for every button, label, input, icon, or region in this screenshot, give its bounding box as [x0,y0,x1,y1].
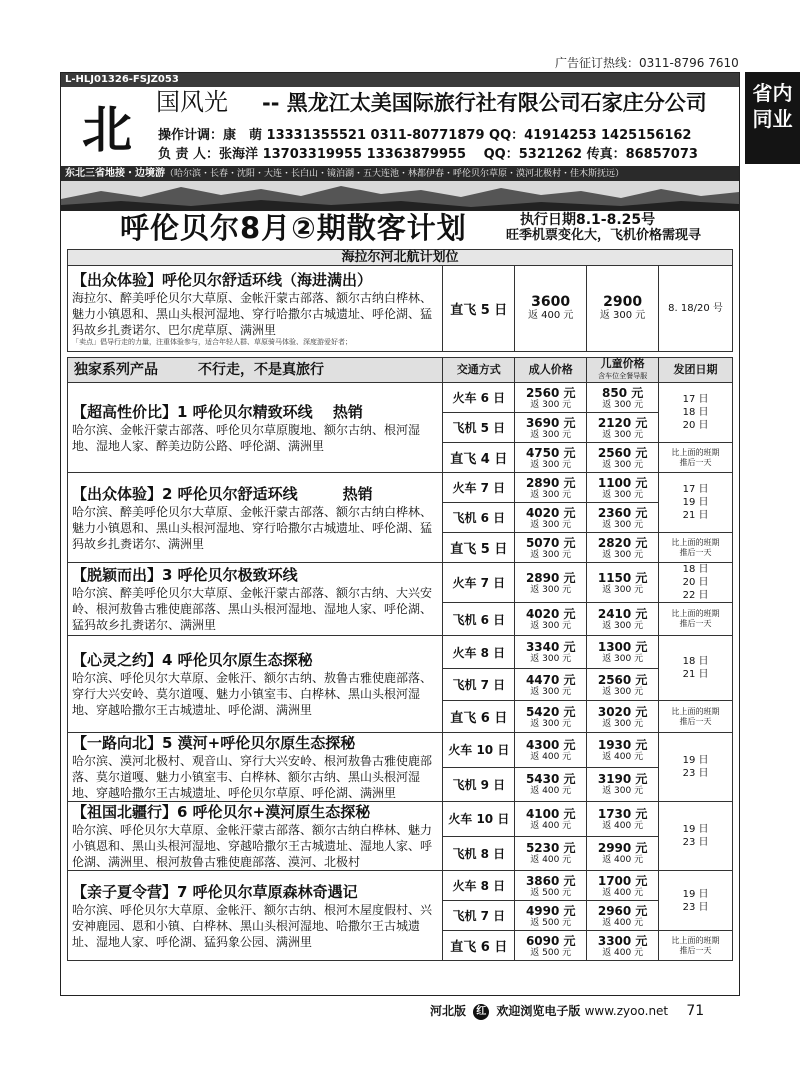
price-value: 3340 元 [525,640,576,654]
product-title: 【亲子夏令营】7 呼伦贝尔草原森林奇遇记 [72,882,358,901]
price-rebate: 返 300 元 [530,621,572,631]
mountain-landscape-image [61,181,739,211]
price-rebate: 返 300 元 [602,718,644,729]
price-value: 5070 元 [525,535,576,550]
transport-cell: 飞机 6 日 [443,603,515,636]
price-rebate: 返 300 元 [602,584,644,595]
transport-cell: 飞机 9 日 [443,767,515,802]
footer-badge: 红 [473,1004,489,1020]
product-desc: 哈尔滨、呼伦贝尔大草原、金帐汗蒙古部落、额尔古纳白桦林、魅力小镇恩和、黑山头根河湿地、穿越哈撒尔王古城遗址、湿地人家、呼伦湖、满洲里、根河敖鲁古雅使鹿部落、漠河、北极村 [72,823,433,869]
price-value: 3690 元 [525,415,576,430]
price-rebate: 返 300 元 [530,459,572,470]
price-value: 5230 元 [525,841,576,856]
child-price-cell [587,503,659,533]
destination-banner [61,166,739,181]
price-value: 4020 元 [525,607,576,621]
adult-price-cell [515,533,587,563]
banner-label: 东北三省地接・边境游 [65,168,165,179]
page-number: 71 [686,1003,705,1019]
child-price-cell [587,473,659,503]
product-info-cell [68,473,443,563]
price-rebate: 返 500 元 [530,887,572,898]
price-rebate: 返 300 元 [602,519,644,530]
product-title: 【一路向北】5 漠河+呼伦贝尔原生态探秘 [72,734,356,752]
adult-price-cell [515,503,587,533]
charter-adult-price [515,266,587,352]
child-price-cell [587,871,659,901]
charter-product-cell [68,266,443,352]
child-price-cell [587,533,659,563]
header-series-title: 独家系列产品 [74,362,158,378]
price-value: 3190 元 [597,772,648,787]
departure-dates: 19 日 23 日 [659,802,733,871]
child-price-cell [587,443,659,473]
charter-table [67,249,733,352]
product-title: 【出众体验】2 呼伦贝尔舒适环线 热销 [72,484,373,503]
departure-dates: 18 日 20 日 22 日 [659,563,733,603]
company-name: -- 黑龙江太美国际旅行社有限公司石家庄分公司 [262,91,707,115]
price-value: 2560 元 [525,385,576,400]
price-value: 1700 元 [597,873,648,888]
charter-dates: 8. 18/20 号 [659,266,733,352]
child-price-cell [587,383,659,413]
product-table [67,357,733,961]
adult-price-cell [515,563,587,603]
price-value: 3300 元 [597,933,648,948]
price-rebate: 返 300 元 [530,718,572,729]
col-child-price [587,358,659,383]
price-value: 4470 元 [525,672,576,687]
charter-transport: 直飞 5 日 [443,266,515,352]
price-value: 1930 元 [597,737,648,752]
product-table-header [68,358,443,383]
price-value: 5420 元 [525,704,576,719]
price-value: 1150 元 [597,570,648,585]
price-value: 1100 元 [597,475,648,490]
product-info-cell [68,802,443,871]
ad-hotline: 广告征订热线：0311-8796 7610 [555,56,739,70]
product-row [68,802,733,837]
product-desc: 哈尔滨、醉美呼伦贝尔大草原、金帐汗蒙古部落、额尔古纳白桦林、魅力小镇恩和、黑山头根河湿地、穿行哈撒尔古城遗址、呼伦湖、猛犸故乡扎赉诺尔、满洲里 [72,504,433,551]
adult-price-cell [515,383,587,413]
child-price-cell [587,563,659,603]
adult-price-cell [515,767,587,802]
product-info-cell [68,563,443,636]
price-rebate: 返 500 元 [530,947,572,958]
price-value: 2560 元 [597,672,648,687]
price-value: 4750 元 [525,445,576,460]
price-rebate: 返 300 元 [530,584,572,595]
price-rebate: 返 400 元 [530,820,572,831]
adult-price-cell [515,636,587,669]
col-transport: 交通方式 [443,358,515,383]
price-rebate: 返 400 元 [530,855,572,866]
product-title: 【脱颖而出】3 呼伦贝尔极致环线 [72,566,298,584]
product-info-cell [68,636,443,733]
product-info-cell [68,733,443,802]
adult-price-cell [515,443,587,473]
contact-operator: 操作计调：康 萌 13331355521 0311-80771879 QQ：41914253 1425156162 [158,128,692,143]
price-rebate: 返 400 元 [602,751,644,762]
price-value: 2560 元 [597,445,648,460]
execution-date: 执行日期8.1-8.25号 [520,212,656,228]
side-tab-category [745,72,800,164]
price-rebate: 返 300 元 [602,549,644,560]
side-tab-line2: 同业 [752,107,793,131]
price-value: 2890 元 [525,570,576,585]
col-departure-date: 发团日期 [659,358,733,383]
price-value: 2410 元 [597,607,648,621]
transport-cell: 飞机 6 日 [443,503,515,533]
price-rebate: 返 300 元 [530,686,572,697]
charter-child-price [587,266,659,352]
transport-cell: 火车 10 日 [443,802,515,837]
departure-dates: 19 日 23 日 [659,871,733,931]
product-desc: 哈尔滨、漠河北极村、观音山、穿行大兴安岭、根河敖鲁古雅使鹿部落、莫尔道嘎、魅力小镇室韦、白桦林、额尔古纳、黑山头根河湿地、穿越哈撒尔王古城遗址、呼伦贝尔草原、呼伦湖、满洲里 [72,754,433,800]
child-price-cell [587,836,659,871]
price-rebate: 返 300 元 [602,686,644,697]
price-rebate: 返 300 元 [602,621,644,631]
transport-cell: 直飞 6 日 [443,931,515,961]
transport-cell: 直飞 6 日 [443,701,515,733]
product-desc: 哈尔滨、呼伦贝尔大草原、金帐汗、额尔古纳、根河木屋度假村、兴安神鹿园、恩和小镇、白桦林、黑山头根河湿地、哈撒尔王古城遗址、湿地人家、呼伦湖、猛犸象公园、满洲里 [72,902,433,949]
price-value: 850 元 [602,385,644,400]
later-departure-note: 比上面的班期 推后一天 [659,533,733,563]
child-price-cell [587,802,659,837]
product-desc: 哈尔滨、金帐汗蒙古部落、呼伦贝尔草原腹地、额尔古纳、根河湿地、湿地人家、醉美边防公路、呼伦湖、满洲里 [72,422,421,453]
child-price-cell [587,413,659,443]
adult-price-cell [515,802,587,837]
price-rebate: 返 300 元 [530,489,572,500]
price-rebate: 返 300 元 [602,489,644,500]
product-row [68,871,733,901]
later-departure-note: 比上面的班期 推后一天 [659,931,733,961]
transport-cell: 直飞 4 日 [443,443,515,473]
later-departure-note: 比上面的班期 推后一天 [659,701,733,733]
departure-dates: 17 日 18 日 20 日 [659,383,733,443]
adult-price-cell [515,931,587,961]
transport-cell: 火车 7 日 [443,563,515,603]
product-desc: 哈尔滨、呼伦贝尔大草原、金帐汗、额尔古纳、敖鲁古雅使鹿部落、穿行大兴安岭、莫尔道嘎、魅力小镇室韦、白桦林、黑山头根河湿地、穿越哈撒尔王古城遗址、呼伦湖、满洲里 [72,671,433,717]
price-rebate: 返 300 元 [602,786,644,797]
price-value: 2360 元 [597,505,648,520]
product-info-cell [68,383,443,473]
transport-cell: 飞机 8 日 [443,836,515,871]
product-row [68,383,733,413]
product-title: 【祖国北疆行】6 呼伦贝尔+漠河原生态探秘 [72,803,371,821]
adult-price-cell [515,413,587,443]
header-slogan: 不行走，不是真旅行 [198,362,324,378]
departure-dates: 18 日 21 日 [659,636,733,701]
child-price-cell [587,603,659,636]
price-rebate: 返 300 元 [530,429,572,440]
charter-product-desc: 海拉尔、醉美呼伦贝尔大草原、金帐汗蒙古部落、额尔古纳白桦林、魅力小镇恩和、黑山头根河湿地、穿行哈撒尔古城遗址、呼伦湖、猛犸故乡扎赉诺尔、巴尔虎草原、满洲里 [72,291,433,337]
adult-price-cell [515,669,587,701]
child-price-cell [587,669,659,701]
adult-price-cell [515,701,587,733]
footer-welcome: 欢迎浏览电子版 [496,1004,581,1018]
logo-text: 国风光 [156,88,228,116]
child-price-cell [587,931,659,961]
product-info-cell [68,871,443,961]
price-rebate: 返 300 元 [602,459,644,470]
adult-price-cell [515,871,587,901]
price-rebate: 返 300 元 [530,399,572,410]
later-departure-note: 比上面的班期 推后一天 [659,603,733,636]
price-rebate: 返 300 元 [602,654,644,664]
price-value: 4300 元 [525,737,576,752]
child-price-cell [587,767,659,802]
price-rebate: 返 300 元 [530,654,572,664]
transport-cell: 直飞 5 日 [443,533,515,563]
adult-price-cell [515,733,587,768]
price-value: 4100 元 [525,806,576,821]
price-rebate: 返 300 元 [602,429,644,440]
price-value: 2120 元 [597,415,648,430]
ad-code: L-HLJ01326-FSJZ053 [61,73,739,87]
departure-dates: 17 日 19 日 21 日 [659,473,733,533]
charter-child-value: 2900 [603,294,643,310]
execution-note: 旺季机票变化大，飞机价格需现寻 [506,228,702,243]
charter-adult-value: 3600 [531,294,571,310]
price-value: 3860 元 [525,873,576,888]
product-title: 【超高性价比】1 呼伦贝尔精致环线 热销 [72,402,363,421]
page-title: 呼伦贝尔8月②期散客计划 [120,211,467,245]
price-rebate: 返 400 元 [602,917,644,928]
transport-cell: 火车 6 日 [443,383,515,413]
product-row [68,473,733,503]
banner-destinations: （哈尔滨・长春・沈阳・大连・长白山・镜泊湖・五大连池・林都伊春・呼伦贝尔草原・漠河北极村・佳木斯抚远） [165,169,625,179]
price-value: 4020 元 [525,505,576,520]
charter-child-rebate: 返 300 元 [599,310,646,321]
child-price-cell [587,636,659,669]
price-rebate: 返 400 元 [602,820,644,831]
transport-cell: 火车 8 日 [443,871,515,901]
price-value: 5430 元 [525,772,576,787]
adult-price-cell [515,473,587,503]
contact-manager: 负 责 人：张海洋 13703319955 13363879955 QQ：5321262 传真：86857073 [158,147,698,162]
price-rebate: 返 400 元 [530,751,572,762]
adult-price-cell [515,901,587,931]
price-rebate: 返 300 元 [530,519,572,530]
price-value: 6090 元 [525,933,576,948]
product-title: 【心灵之约】4 呼伦贝尔原生态探秘 [72,651,313,669]
price-rebate: 返 400 元 [602,887,644,898]
price-value: 1300 元 [597,640,648,654]
footer-url[interactable]: www.zyoo.net [584,1004,669,1018]
departure-dates: 19 日 23 日 [659,733,733,802]
child-price-cell [587,733,659,768]
child-price-cell [587,901,659,931]
later-departure-note: 比上面的班期 推后一天 [659,443,733,473]
price-rebate: 返 500 元 [530,917,572,928]
adult-price-cell [515,836,587,871]
col-adult-price: 成人价格 [515,358,587,383]
charter-adult-rebate: 返 400 元 [527,310,574,321]
price-rebate: 返 400 元 [530,786,572,797]
logo-char: 北 [82,100,126,159]
price-rebate: 返 300 元 [602,399,644,410]
price-value: 2820 元 [597,535,648,550]
col-child-label: 儿童价格 [600,357,645,370]
charter-product-title: 【出众体验】呼伦贝尔舒适环线（海进满出） [72,271,373,289]
product-row [68,733,733,768]
price-value: 2890 元 [525,475,576,490]
price-value: 4990 元 [525,903,576,918]
charter-product-note: 「卖点」倡导行走的力量，注重体验参与，适合年轻人群、草原骑马体验、深度游爱好者； [72,338,352,346]
charter-subtitle: 海拉尔河北航计划位 [68,250,733,266]
transport-cell: 火车 8 日 [443,636,515,669]
adult-price-cell [515,603,587,636]
price-value: 3020 元 [597,704,648,719]
price-value: 1730 元 [597,806,648,821]
price-value: 2990 元 [597,841,648,856]
page-footer [430,1003,704,1020]
price-rebate: 返 300 元 [530,549,572,560]
transport-cell: 飞机 5 日 [443,413,515,443]
product-row [68,636,733,669]
price-rebate: 返 400 元 [602,947,644,958]
transport-cell: 飞机 7 日 [443,901,515,931]
footer-edition: 河北版 [430,1004,467,1018]
price-value: 2960 元 [597,903,648,918]
col-child-note: 含车位全餐导服 [598,372,648,380]
product-row [68,563,733,603]
price-rebate: 返 400 元 [602,855,644,866]
transport-cell: 火车 10 日 [443,733,515,768]
side-tab-line1: 省内 [752,81,793,105]
transport-cell: 飞机 7 日 [443,669,515,701]
child-price-cell [587,701,659,733]
product-desc: 哈尔滨、醉美呼伦贝尔大草原、金帐汗蒙古部落、额尔古纳、大兴安岭、根河敖鲁古雅使鹿部落、黑山头根河湿地、湿地人家、呼伦湖、猛犸故乡扎赉诺尔、满洲里 [72,586,433,632]
transport-cell: 火车 7 日 [443,473,515,503]
